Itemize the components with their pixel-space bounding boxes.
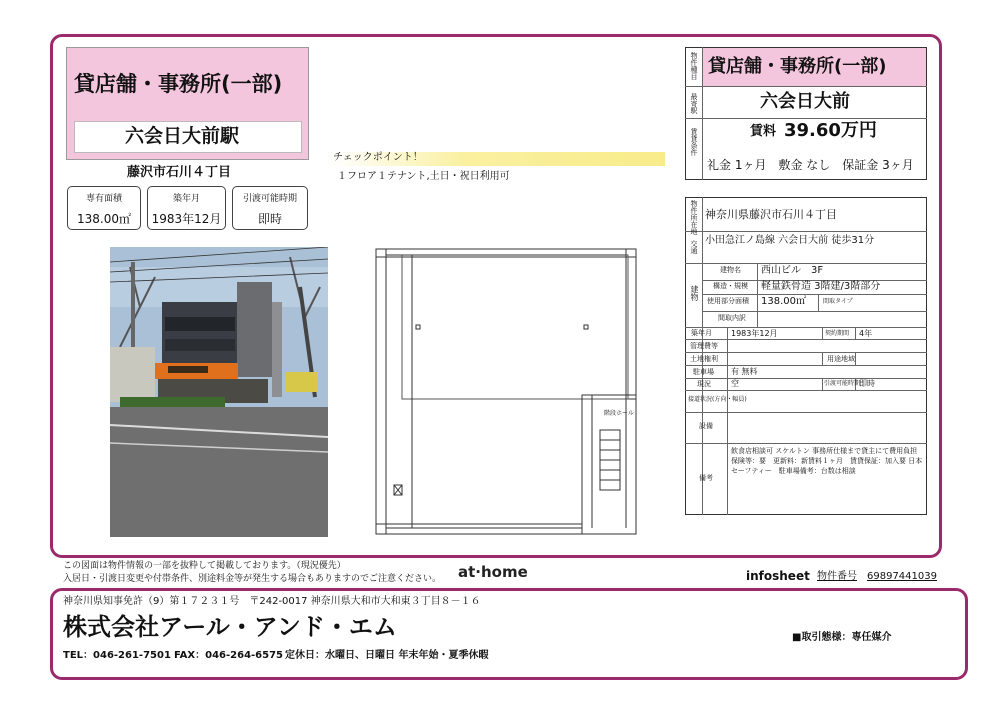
summary-label-conditions: 賃貸条件 [690, 128, 698, 156]
company-tel: TEL：046-261-7501 [63, 650, 171, 661]
property-no: 69897441039 [867, 571, 937, 582]
summary-label-type: 物件種目 [690, 52, 698, 80]
floor-plan [372, 245, 640, 540]
stat-built [147, 186, 226, 230]
stat-area [67, 186, 141, 230]
detail-delivery-label: 引渡可能時期 [824, 380, 861, 387]
disclaimer-1: この図面は物件情報の一部を抜粋して掲載しております。（現況優先） [63, 561, 346, 571]
detail-notes-label: 備考 [699, 474, 713, 482]
summary-rent: 39.60万円 [784, 120, 877, 141]
summary-label-station: 最寄駅 [690, 93, 698, 114]
detail-current: 空 [731, 379, 739, 388]
stair-hall-label: 階段ホール [604, 410, 634, 417]
company-fax: FAX：046-264-6575 [174, 650, 284, 661]
summary-station: 六会日大前 [760, 91, 850, 112]
infosheet-label: infosheet [746, 569, 810, 583]
detail-building-label: 建物 [690, 285, 699, 301]
summary-rent-label: 賃料 [750, 124, 777, 139]
detail-building-name-label: 建物名 [720, 266, 741, 274]
detail-built: 1983年12月 [731, 329, 778, 338]
detail-road-label: 接道状況(方向・幅員) [688, 396, 747, 403]
detail-building-name: 西山ビル 3F [761, 265, 824, 276]
detail-parking: 有 無料 [731, 367, 758, 376]
checkpoint-title: チェックポイント！ [333, 152, 423, 163]
detail-area: 138.00㎡ [761, 296, 806, 307]
detail-delivery: 即時 [859, 379, 875, 388]
stat-delivery-label: 引渡可能時期 [242, 194, 297, 204]
checkpoint-text: １フロア１テナント,土日・祝日利用可 [337, 171, 510, 182]
stat-area-value: 138.00㎡ [77, 212, 131, 226]
detail-parking-label: 駐車場 [693, 368, 714, 376]
company-license: 神奈川県知事免許（9）第１７２３１号 〒242-0017 神奈川県大和市大和東３丁目８－１６ [63, 596, 481, 607]
stat-delivery-value: 即時 [257, 212, 282, 226]
athome-logo: at·home [458, 563, 528, 581]
address-short: 藤沢市石川４丁目 [127, 165, 232, 180]
stat-built-label: 築年月 [172, 194, 200, 204]
left-property-type: 貸店舗・事務所(一部) [74, 72, 283, 96]
detail-land-right-label: 土地権利 [690, 355, 718, 363]
left-station: 六会日大前駅 [125, 125, 240, 147]
detail-structure-label: 構造・規模 [713, 282, 748, 290]
stat-delivery [232, 186, 308, 230]
detail-location-label: 物件所在地 [690, 200, 698, 235]
detail-transport-label: 交通 [690, 240, 698, 254]
detail-layout-label: 間取タイプ [823, 298, 853, 305]
stat-built-value: 1983年12月 [151, 212, 222, 226]
detail-notes: 飲食店相談可 スケルトン 事務所仕様まで貸主にて費用負担 保険等：要 更新料：新賃料１ヶ月 賃貸保証：加入要 日本セーフティー 駐車場備考：台数は相談 [731, 447, 923, 475]
detail-transport: 小田急江ノ島線 六会日大前 徒歩31分 [705, 235, 875, 246]
detail-management-label: 管理費等 [690, 342, 718, 350]
detail-location: 神奈川県藤沢市石川４丁目 [705, 208, 837, 221]
detail-facilities-label: 設備 [699, 422, 713, 430]
detail-current-label: 現況 [697, 380, 711, 388]
detail-layout-detail-label: 間取内訳 [718, 314, 746, 322]
detail-structure: 軽量鉄骨造 3階建/3階部分 [761, 281, 881, 292]
disclaimer-2: 入居日・引渡日変更や付帯条件、別途料金等が発生する場合もありますのでご注意ください。 [63, 574, 442, 584]
detail-zoning-label: 用途地域 [827, 355, 855, 363]
summary-type: 貸店舗・事務所(一部) [708, 56, 887, 77]
detail-contract: 4年 [859, 329, 873, 338]
building-photo [110, 247, 328, 537]
detail-area-label: 使用部分面積 [707, 297, 749, 305]
summary-conditions: 礼金 1ヶ月 敷金 なし 保証金 3ヶ月 [707, 158, 914, 172]
detail-contract-label: 契約期間 [825, 330, 850, 337]
company-holidays: 定休日：水曜日、日曜日 年末年始・夏季休暇 [285, 650, 489, 661]
company-name: 株式会社アール・アンド・エム [63, 613, 397, 641]
company-trade: ■取引態様：専任媒介 [792, 632, 892, 643]
detail-built-label: 築年月 [691, 329, 712, 337]
stat-area-label: 専有面積 [85, 194, 122, 204]
property-no-label: 物件番号 [817, 571, 857, 582]
